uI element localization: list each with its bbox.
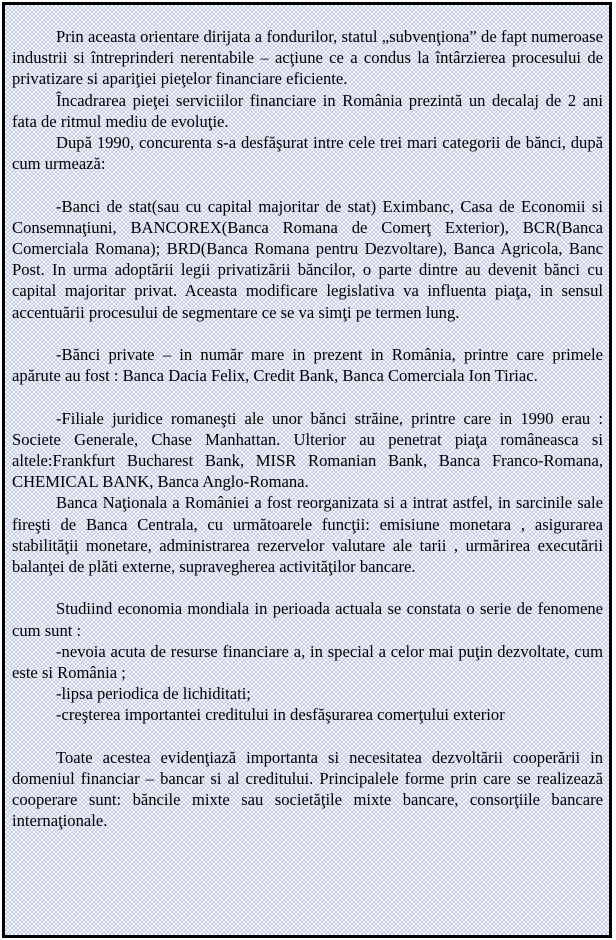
blank-line	[12, 323, 603, 344]
blank-line	[12, 726, 603, 747]
paragraph: Încadrarea pieţei serviciilor financiare in România prezintă un decalaj de 2 ani fata de ritmul mediu de evoluţie.	[12, 90, 603, 131]
blank-line	[12, 577, 603, 598]
blank-line	[12, 386, 603, 407]
text-box-content	[12, 26, 603, 925]
paragraph: Studiind economia mondiala in perioada actuala se constata o serie de fenomene cum sunt :	[12, 599, 603, 640]
paragraph: -Filiale juridice romaneşti ale unor bănci străine, printre care in 1990 erau : Societe Generale, Chase Manhattan. Ulterior au penetrat piaţa româneasca si altele:Frankfurt Bucharest Bank, MISR Romanian Bank, Banca Franco-Romana, CHEMICAL BANK, Banca Anglo-Romana.	[12, 408, 603, 492]
paragraph: După 1990, concurenta s-a desfăşurat intre cele trei mari categorii de bănci, după cum urmează:	[12, 133, 603, 174]
paragraph: -Bănci private – in număr mare in prezent in România, printre care primele apărute au fost : Banca Dacia Felix, Credit Bank, Banca Comerciala Ion Tiriac.	[12, 345, 603, 386]
paragraph: -creşterea importantei creditului in desfăşurarea comerţului exterior	[56, 705, 505, 725]
paragraph: -Banci de stat(sau cu capital majoritar de stat) Eximbanc, Casa de Economii si Consemnaţiuni, BANCOREX(Banca Romana de Comerţ Exterior), BCR(Banca Comerciala Romana); BRD(Banca Romana pentru Dezvoltare), Banca Agricola, Banc Post. In urma adoptării legii privatizării băncilor, o parte dintre au devenit bănci cu capital majoritar privat. Aceasta modificare legislativa va influenta piaţa, in sensul accentuării procesului de segmentare ce se va simţi pe termen lung.	[12, 196, 603, 322]
paragraph: Banca Naţionala a României a fost reorganizata si a intrat astfel, in sarcinile sale fireşti de Banca Centrala, cu următoarele funcţii: emisiune monetara , asigurarea stabilităţii monetare, administrarea rezervelor valutare ale tarii , urmărirea executării balanţei de plăti externe, supravegherea activităţilor bancare.	[12, 493, 603, 577]
blank-line	[12, 174, 603, 195]
paragraph: -lipsa periodica de lichiditati;	[56, 684, 251, 704]
paragraph: Prin aceasta orientare dirijata a fondurilor, statul „subvenţiona” de fapt numeroase industrii si întreprinderi nerentabile – acţiune ce a condus la întârzierea procesului de privatizare si apariţiei pieţelor financiare eficiente.	[12, 27, 603, 89]
paragraph: Toate acestea evidenţiază importanta si necesitatea dezvoltării cooperării in domeniul financiar – bancar si al creditului. Principalele forme prin care se realizează cooperare sunt: băncile mixte sau societăţile mixte bancare, consorţiile bancare internaţionale.	[12, 747, 603, 831]
paragraph: -nevoia acuta de resurse financiare a, in special a celor mai puţin dezvoltate, cum este si România ;	[12, 641, 603, 683]
text-box[interactable]	[2, 2, 612, 938]
